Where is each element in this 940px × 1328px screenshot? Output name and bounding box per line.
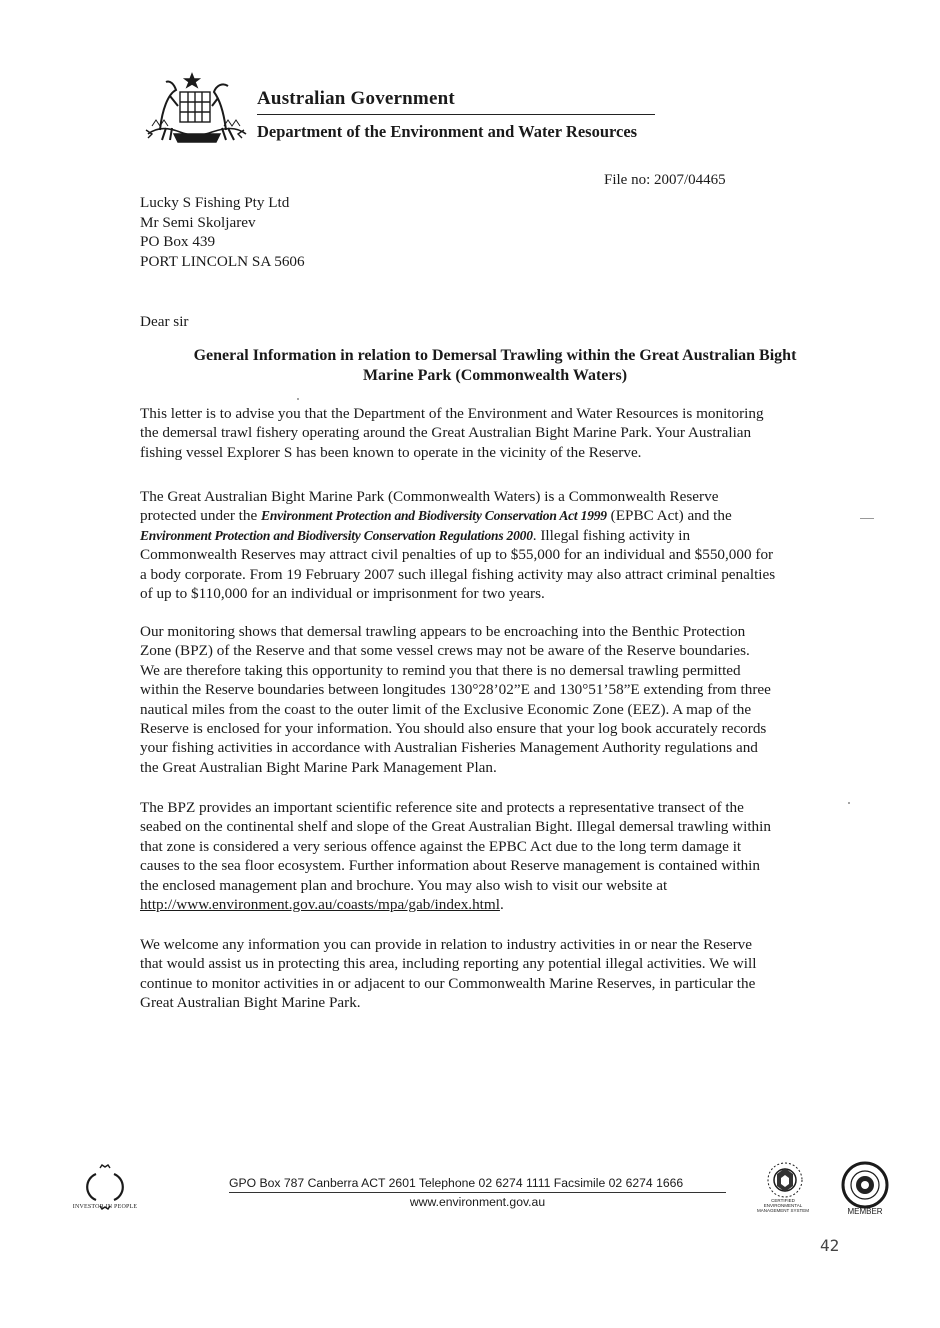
subject-line: General Information in relation to Demersal Trawling within the Great Australian Bight (193, 347, 797, 364)
text-line: that zone is considered a very serious offence against the EPBC Act due to the long term damage it (140, 837, 742, 855)
address-line: Lucky S Fishing Pty Ltd (140, 194, 290, 211)
recipient-address (140, 193, 305, 271)
text-line: within the Reserve boundaries between longitudes 130°28’02”E and 130°51’58”E extending from three (140, 681, 771, 699)
footer-contact: GPO Box 787 Canberra ACT 2601 Telephone 02 6274 1111 Facsimile 02 6274 1666 (229, 1176, 684, 1190)
text-line: the enclosed management plan and brochure. You may also wish to visit our website at (140, 876, 668, 894)
text-line: The BPZ provides an important scientific reference site and protects a representative transect of the (140, 799, 744, 816)
text-line: Our monitoring shows that demersal trawling appears to be encroaching into the Benthic Protection (140, 623, 746, 640)
text-line: This letter is to advise you that the Department of the Environment and Water Resources is monitoring (140, 405, 764, 422)
investor-in-people-label: INVESTOR IN PEOPLE (72, 1204, 138, 1210)
header-divider (257, 114, 655, 115)
paragraph-4 (140, 798, 855, 914)
paragraph-5 (140, 935, 855, 1013)
scan-artifact (860, 518, 874, 519)
text-line: your fishing activities in accordance with Australian Fisheries Management Authority regulations and (140, 739, 758, 757)
subject-heading (140, 346, 850, 386)
text-line: We welcome any information you can provide in relation to industry activities in or near the Reserve (140, 936, 752, 953)
footer-divider (229, 1192, 726, 1193)
text-line: Reserve is enclosed for your information. You should also ensure that your log book accurately records (140, 720, 767, 738)
text-line: nautical miles from the coast to the outer limit of the Exclusive Economic Zone (EEZ). A map of the (140, 700, 752, 718)
text-line: a body corporate. From 19 February 2007 such illegal fishing activity may also attract criminal penalties (140, 565, 776, 583)
text-line (140, 895, 855, 914)
scan-artifact (297, 398, 299, 400)
government-name: Australian Government (257, 88, 455, 109)
investor-in-people-logo-icon (60, 1160, 150, 1220)
act-title: Environment Protection and Biodiversity Conservation Act 1999 (261, 508, 607, 524)
text-line: We are therefore taking this opportunity to remind you that there is no demersal trawling permitted (140, 661, 741, 679)
text-line: Commonwealth Reserves may attract civil penalties of up to $55,000 for an individual and $550,000 for (140, 546, 774, 564)
scan-artifact (848, 802, 850, 804)
greenhouse-challenge-logo-icon (840, 1160, 890, 1210)
text-span: protected under the (140, 507, 262, 525)
text-line: Zone (BPZ) of the Reserve and that some vessel crews may not be aware of the Reserve boundaries. (140, 642, 750, 660)
website-link[interactable]: http://www.environment.gov.au/coasts/mpa/gab/index.html (140, 896, 500, 914)
text-line: Great Australian Bight Marine Park. (140, 994, 361, 1012)
text-span: . (499, 896, 504, 914)
address-line: PO Box 439 (140, 233, 216, 250)
text-span: . Illegal fishing activity in (532, 526, 691, 544)
member-label: MEMBER (847, 1207, 883, 1216)
australian-coat-of-arms-icon (140, 70, 252, 150)
text-line: seabed on the continental shelf and slope of the Great Australian Bight. Illegal demersal trawling within (140, 818, 771, 836)
text-line: of up to $110,000 for an individual or imprisonment for two years. (140, 585, 545, 603)
text-line (140, 506, 855, 525)
text-line: the demersal trawl fishery operating around the Great Australian Bight Marine Park. Your Australian (140, 424, 752, 442)
paragraph-2 (140, 487, 855, 603)
certification-line: CERTIFIED (771, 1198, 795, 1203)
text-span: (EPBC Act) and the (606, 507, 732, 525)
file-number: File no: 2007/04465 (604, 172, 726, 188)
text-line: that would assist us in protecting this area, including reporting any potential illegal activities. We will (140, 955, 757, 973)
page-number: 42 (820, 1236, 840, 1255)
text-line: causes to the sea floor ecosystem. Further information about Reserve management is contained within (140, 857, 760, 875)
paragraph-1 (140, 404, 855, 462)
certification-line: ENVIRONMENTAL (763, 1203, 803, 1208)
regulations-title: Environment Protection and Biodiversity Conservation Regulations 2000 (140, 527, 533, 543)
salutation: Dear sir (140, 313, 189, 330)
address-line: PORT LINCOLN SA 5606 (140, 252, 305, 270)
address-line: Mr Semi Skoljarev (140, 213, 256, 231)
footer-website: www.environment.gov.au (409, 1195, 546, 1209)
text-line: The Great Australian Bight Marine Park (Commonwealth Waters) is a Commonwealth Reserve (140, 488, 719, 505)
department-name: Department of the Environment and Water Resources (257, 122, 638, 141)
text-line (140, 526, 855, 545)
subject-line: Marine Park (Commonwealth Waters) (362, 367, 628, 384)
paragraph-3 (140, 622, 855, 777)
certification-line: MANAGEMENT SYSTEM (757, 1208, 809, 1213)
text-line: fishing vessel Explorer S has been known to operate in the vicinity of the Reserve. (140, 443, 642, 461)
text-line: the Great Australian Bight Marine Park Management Plan. (140, 758, 497, 776)
text-line: continue to monitor activities in or adjacent to our Commonwealth Marine Reserves, in particular the (140, 974, 756, 992)
certification-label (748, 1198, 818, 1213)
